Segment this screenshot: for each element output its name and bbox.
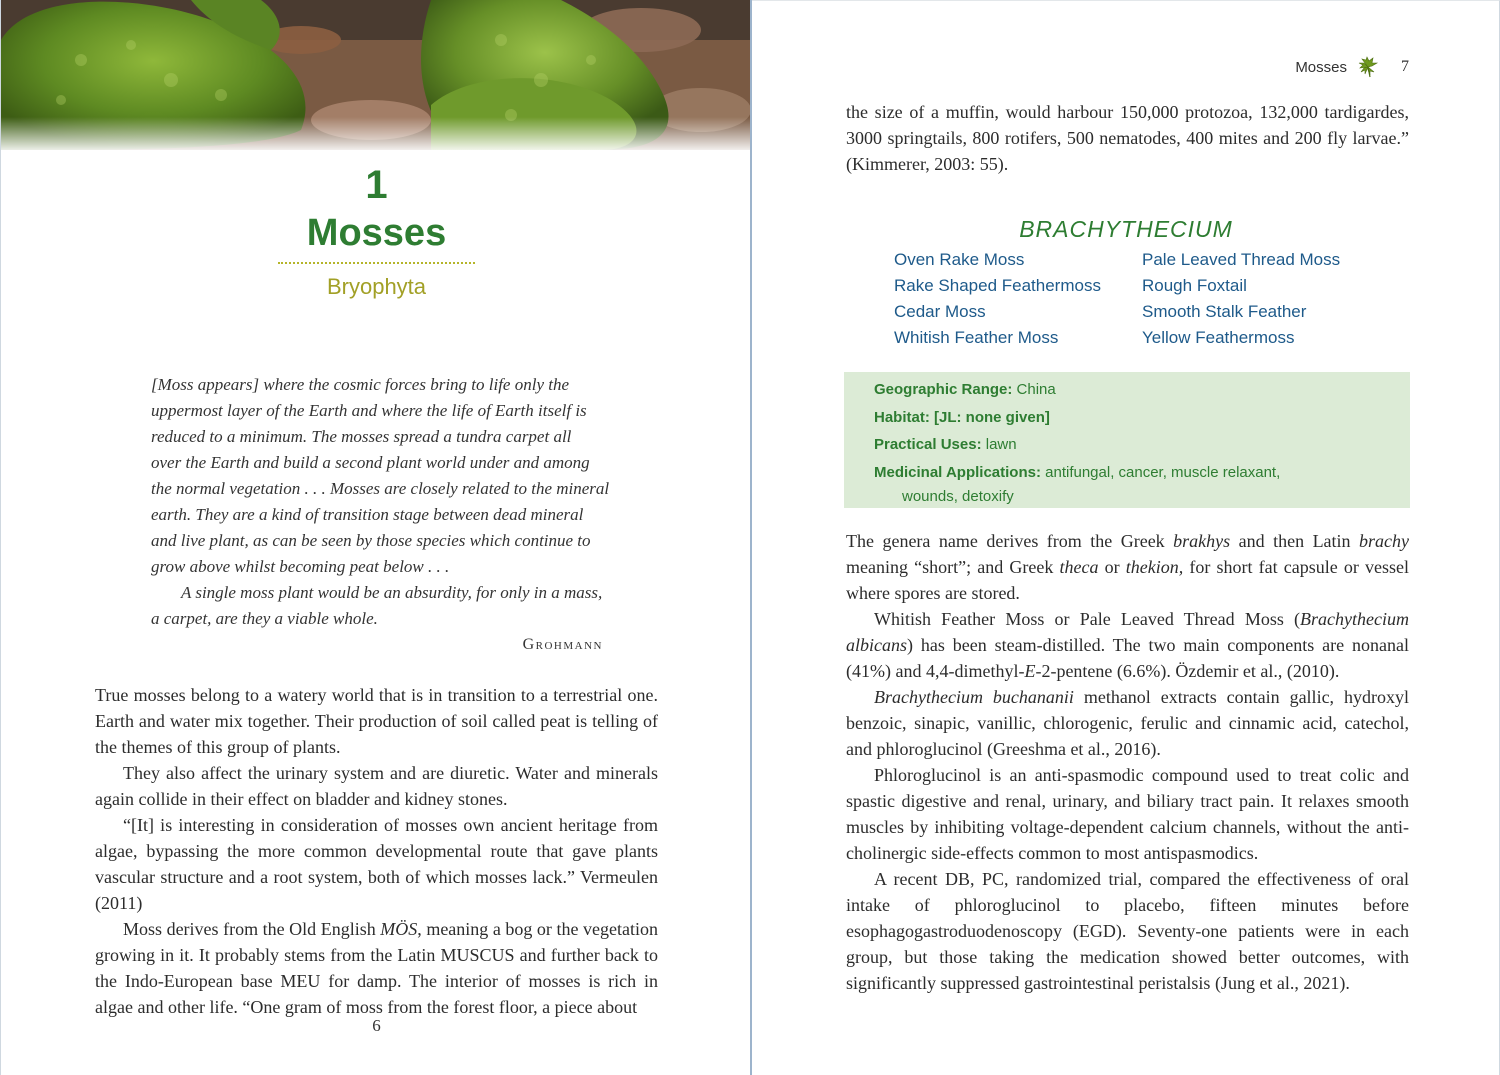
italic-term: E: [1024, 661, 1036, 681]
epigraph-line: the normal vegetation . . . Mosses are closely related to the mineral: [151, 479, 610, 498]
paragraph: Whitish Feather Moss or Pale Leaved Thread Moss (Brachythecium albicans) has been steam-distilled. The two main components are nonanal (41%) and 4,4-dimethyl-E-2-pentene (6.6%). Özdemir et al., (2010).: [846, 609, 1409, 681]
epigraph: [151, 372, 610, 632]
leaf-sprig-icon: [1357, 56, 1379, 78]
common-name: Yellow Feathermoss: [1142, 328, 1295, 347]
common-name: Oven Rake Moss: [894, 250, 1025, 269]
habitat-row: [874, 404, 1410, 432]
body-text: [95, 682, 658, 1020]
epigraph-attribution: Grohmann: [522, 636, 603, 653]
epigraph-line: a carpet, are they a viable whole.: [151, 609, 378, 628]
paragraph: A recent DB, PC, randomized trial, compared the effectiveness of oral intake of phloroglucinol to placebo, fifteen minutes before esophagogastroduodenoscopy (EGD). Seventy-one patients were in each group, but those taking the medication showed better outcomes, with significantly suppressed gastrointestinal peristalsis (Jung et al., 2021).: [846, 869, 1409, 993]
practical-uses-row: [874, 431, 1410, 459]
chapter-number: 1: [365, 163, 388, 207]
paragraph: They also affect the urinary system and are diuretic. Water and minerals again collide in their effect on bladder and kidney stones.: [95, 763, 658, 809]
paragraph: The genera name derives from the Greek brakhys and then Latin brachy meaning “short”; and Greek theca or thekion, for short fat capsule or vessel where spores are stored.: [846, 531, 1410, 603]
right-page: [752, 0, 1500, 1075]
italic-term: theca: [1059, 557, 1099, 577]
practical-uses-label: Practical Uses:: [874, 436, 982, 453]
running-head-title: Mosses: [1295, 58, 1347, 76]
common-name: Rough Foxtail: [1142, 276, 1247, 295]
moss-photo: [1, 0, 751, 150]
genus-heading: BRACHYTHECIUM: [1019, 216, 1233, 242]
medicinal-applications-continued: wounds, detoxify: [902, 488, 1014, 505]
epigraph-line: reduced to a minimum. The mosses spread a tundra carpet all: [151, 427, 572, 446]
common-name: Cedar Moss: [894, 302, 986, 321]
geographic-range-row: [874, 376, 1410, 404]
italic-term: Brachythecium albicans: [846, 609, 1409, 655]
medicinal-applications-row: [874, 459, 1410, 487]
common-names-column-1: [894, 247, 1101, 351]
paragraph: “[It] is interesting in consideration of mosses own ancient heritage from algae, bypassing the more common developmental route that gave plants vascular structure and a root system, both of which mosses lack.” Vermeulen (2011): [95, 815, 658, 913]
common-name: Rake Shaped Feathermoss: [894, 276, 1101, 295]
body-text: [846, 528, 1409, 996]
running-head: [1295, 56, 1409, 78]
page-number: 7: [1401, 58, 1409, 75]
italic-term: Brachythecium buchananii: [874, 687, 1074, 707]
paragraph: True mosses belong to a watery world that is in transition to a terrestrial one. Earth and water mix together. Their production of soil called peat is telling of the themes of this group of plants.: [95, 685, 658, 757]
habitat-label: Habitat:: [874, 408, 930, 426]
epigraph-line: [Moss appears] where the cosmic forces bring to life only the: [151, 375, 570, 394]
species-info-box: [844, 372, 1410, 508]
italic-term: thekion,: [1125, 557, 1184, 577]
common-name: Smooth Stalk Feather: [1142, 302, 1307, 321]
epigraph-line: and live plant, as can be seen by those species which continue to: [151, 531, 591, 550]
epigraph-line: grow above whilst becoming peat below . . .: [151, 557, 450, 576]
page-number: 6: [372, 1016, 381, 1035]
epigraph-line: earth. They are a kind of transition stage between dead mineral: [151, 505, 584, 524]
medicinal-applications-label: Medicinal Applications:: [874, 463, 1041, 481]
dotted-divider: [278, 262, 475, 264]
moss-photo-banner: [1, 0, 751, 150]
epigraph-line: over the Earth and build a second plant world under and among: [151, 453, 590, 472]
continued-text: the size of a muffin, would harbour 150,000 protozoa, 132,000 tardigardes, 3000 springtails, 800 rotifers, 500 nematodes, 400 mites and 200 fly larvae.” (Kimmerer, 2003: 55).: [846, 102, 1409, 174]
italic-term: brakhys: [1173, 531, 1231, 551]
common-name: Pale Leaved Thread Moss: [1142, 250, 1341, 269]
practical-uses-value: lawn: [985, 436, 1017, 453]
medicinal-applications-value: antifungal, cancer, muscle relaxant,: [1045, 463, 1281, 481]
common-names-column-2: [1142, 247, 1340, 351]
geographic-range-value: China: [1016, 381, 1056, 398]
paragraph: Brachythecium buchananii methanol extracts contain gallic, hydroxyl benzoic, sinapic, vanillic, chlorogenic, ferulic and cinnamic acid, catechol, and phloroglucinol (Greeshma et al., 2016).: [846, 687, 1409, 759]
italic-term: MÖS: [380, 919, 418, 939]
chapter-subtitle: Bryophyta: [326, 274, 427, 299]
chapter-title: Mosses: [306, 212, 447, 254]
common-name: Whitish Feather Moss: [894, 328, 1059, 347]
geographic-range-label: Geographic Range:: [874, 381, 1013, 398]
paragraph: Phloroglucinol is an anti-spasmodic compound used to treat colic and spastic digestive and renal, urinary, and biliary tract pain. It relaxes smooth muscles by inhibiting voltage-dependent calcium channels, without the anti-cholinergic side-effects common to most antispasmodics.: [846, 765, 1409, 863]
italic-term: brachy: [1359, 531, 1410, 551]
habitat-value: [JL: none given]: [934, 408, 1050, 426]
epigraph-line: A single moss plant would be an absurdity, for only in a mass,: [181, 583, 603, 602]
paragraph: Moss derives from the Old English MÖS, meaning a bog or the vegetation growing in it. It probably stems from the Latin MUSCUS and further back to the Indo-European base MEU for damp. The interior of mosses is rich in algae and other life. “One gram of moss from the forest floor, a piece about: [95, 919, 658, 1017]
epigraph-line: uppermost layer of the Earth and where the life of Earth itself is: [151, 401, 587, 420]
